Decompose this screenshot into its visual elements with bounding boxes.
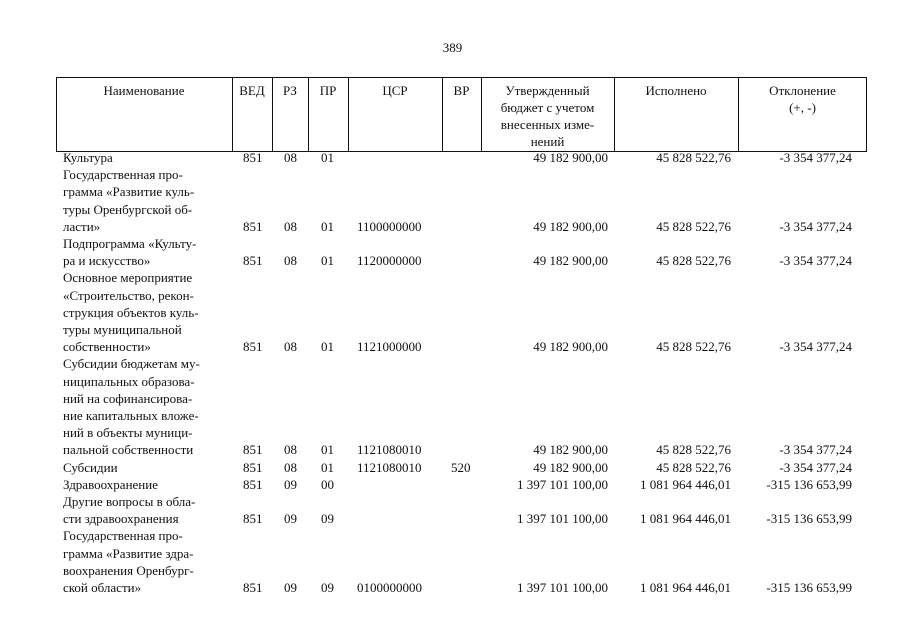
row-ved: 851 xyxy=(243,511,263,527)
row-ved: 851 xyxy=(243,339,263,355)
row-budget: 1 397 101 100,00 xyxy=(517,511,608,527)
header-vr: ВР xyxy=(453,83,470,98)
row-csr: 1121080010 xyxy=(357,442,422,458)
row-csr: 1100000000 xyxy=(357,218,422,234)
header-budget: Утвержденный бюджет с учетом внесенных изме- нений xyxy=(500,83,595,149)
header-rz: РЗ xyxy=(283,83,297,98)
header-deviation: Отклонение (+, -) xyxy=(769,83,836,115)
row-deviation: -3 354 377,24 xyxy=(779,339,852,355)
row-pr: 01 xyxy=(321,339,334,355)
table-row xyxy=(0,527,905,596)
row-values xyxy=(0,510,905,527)
table-row xyxy=(0,235,905,269)
row-pr: 01 xyxy=(321,150,334,165)
row-ved: 851 xyxy=(243,476,263,492)
row-ved: 851 xyxy=(243,253,263,269)
row-budget: 1 397 101 100,00 xyxy=(517,476,608,492)
row-name: Субсидии бюджетам му- ниципальных образова- ний на софинансирова- ние капитальных вложе- ний в объекты муници- пальной собственности xyxy=(63,356,200,458)
row-pr: 01 xyxy=(321,442,334,458)
row-name: Государственная про- грамма «Развитие куль- туры Оренбургской об- ласти» xyxy=(63,167,195,234)
row-values xyxy=(0,252,905,269)
row-budget: 49 182 900,00 xyxy=(533,459,608,475)
row-csr: 1120000000 xyxy=(357,253,422,269)
row-rz: 09 xyxy=(284,511,297,527)
row-rz: 09 xyxy=(284,476,297,492)
row-ved: 851 xyxy=(243,218,263,234)
row-rz: 08 xyxy=(284,339,297,355)
row-deviation: -3 354 377,24 xyxy=(779,459,852,475)
row-budget: 49 182 900,00 xyxy=(533,150,608,165)
row-pr: 09 xyxy=(321,579,334,595)
row-values xyxy=(0,579,905,596)
row-ved: 851 xyxy=(243,442,263,458)
row-deviation: -3 354 377,24 xyxy=(779,218,852,234)
table-row xyxy=(0,493,905,527)
row-budget: 49 182 900,00 xyxy=(533,442,608,458)
row-values xyxy=(0,476,905,493)
row-rz: 09 xyxy=(284,579,297,595)
page-number: 389 xyxy=(442,40,463,55)
header-csr: ЦСР xyxy=(382,83,408,98)
table-body xyxy=(0,149,905,596)
row-pr: 09 xyxy=(321,511,334,527)
row-executed: 45 828 522,76 xyxy=(656,442,731,458)
row-values xyxy=(0,218,905,235)
table-row xyxy=(0,149,905,166)
row-deviation: -315 136 653,99 xyxy=(766,511,852,527)
row-executed: 1 081 964 446,01 xyxy=(640,476,731,492)
row-csr: 1121080010 xyxy=(357,459,422,475)
row-name: Другие вопросы в обла- сти здравоохранения xyxy=(63,493,196,527)
table-row xyxy=(0,476,905,493)
row-name: Подпрограмма «Культу- ра и искусство» xyxy=(63,235,197,269)
row-rz: 08 xyxy=(284,253,297,269)
row-executed: 45 828 522,76 xyxy=(656,253,731,269)
row-rz: 08 xyxy=(284,442,297,458)
header-name: Наименование xyxy=(103,83,185,98)
row-rz: 08 xyxy=(284,218,297,234)
row-values xyxy=(0,459,905,476)
row-name: Здравоохранение xyxy=(63,476,158,492)
row-ved: 851 xyxy=(243,150,263,165)
row-values xyxy=(0,441,905,458)
row-budget: 49 182 900,00 xyxy=(533,339,608,355)
row-name: Государственная про- грамма «Развитие здра- воохранения Оренбург- ской области» xyxy=(63,528,194,595)
row-deviation: -315 136 653,99 xyxy=(766,476,852,492)
row-pr: 01 xyxy=(321,218,334,234)
row-deviation: -3 354 377,24 xyxy=(779,253,852,269)
row-ved: 851 xyxy=(243,459,263,475)
row-vr: 520 xyxy=(451,459,471,475)
row-executed: 45 828 522,76 xyxy=(656,459,731,475)
row-budget: 49 182 900,00 xyxy=(533,218,608,234)
table-header xyxy=(56,77,867,152)
row-values xyxy=(0,338,905,355)
row-rz: 08 xyxy=(284,459,297,475)
table-row xyxy=(0,166,905,235)
row-budget: 49 182 900,00 xyxy=(533,253,608,269)
row-rz: 08 xyxy=(284,150,297,165)
table-row xyxy=(0,355,905,458)
table-row xyxy=(0,269,905,355)
row-name: Культура xyxy=(63,150,113,165)
table-row xyxy=(0,459,905,476)
row-pr: 01 xyxy=(321,459,334,475)
header-pr: ПР xyxy=(319,83,337,98)
row-executed: 1 081 964 446,01 xyxy=(640,511,731,527)
row-deviation: -3 354 377,24 xyxy=(779,150,852,165)
row-deviation: -315 136 653,99 xyxy=(766,579,852,595)
row-ved: 851 xyxy=(243,579,263,595)
row-executed: 45 828 522,76 xyxy=(656,150,731,165)
row-name: Основное мероприятие «Строительство, рекон- струкция объектов куль- туры муниципальной собственности» xyxy=(63,270,199,355)
row-budget: 1 397 101 100,00 xyxy=(517,579,608,595)
row-pr: 00 xyxy=(321,476,334,492)
row-pr: 01 xyxy=(321,253,334,269)
header-ved: ВЕД xyxy=(239,83,265,98)
header-executed: Исполнено xyxy=(645,83,707,98)
row-values xyxy=(0,149,905,166)
row-executed: 45 828 522,76 xyxy=(656,218,731,234)
row-csr: 1121000000 xyxy=(357,339,422,355)
row-name: Субсидии xyxy=(63,459,118,475)
row-csr: 0100000000 xyxy=(357,579,422,595)
row-executed: 45 828 522,76 xyxy=(656,339,731,355)
row-deviation: -3 354 377,24 xyxy=(779,442,852,458)
row-executed: 1 081 964 446,01 xyxy=(640,579,731,595)
